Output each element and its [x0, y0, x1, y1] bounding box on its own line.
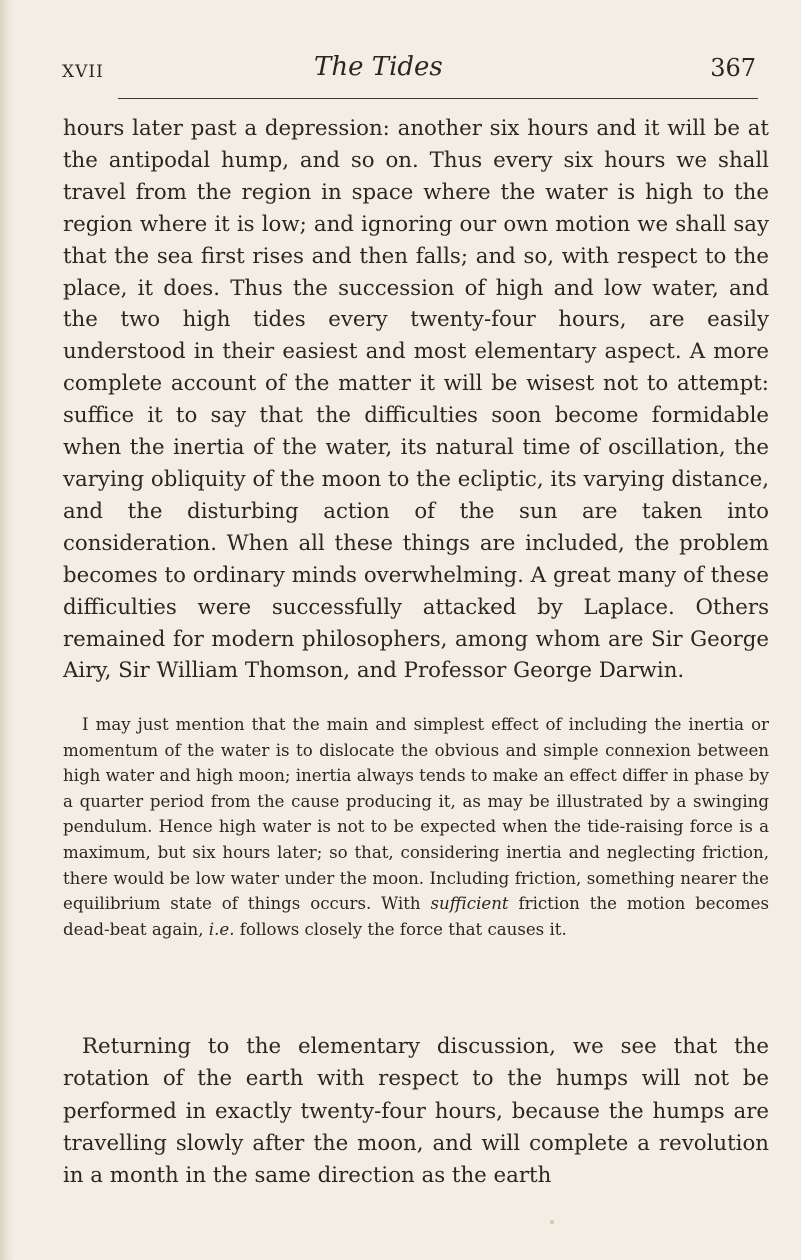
- note-text-end: follows closely the force that causes it.: [234, 919, 567, 939]
- note-text-start: I may just mention that the main and simplest effect of including the inertia or momentum of the water is to dislocate the obvious and simple connexion between high water and high moon; inertia always tends to make an effect differ in phase by a quarter period from the cause producing it, as may be illustrated by a swinging pendulum. Hence high water is not to be expected when the tide-raising force is a maximum, but six hours later; so that, considering inertia and neglecting friction, there would be low water under the moon. Including friction, something nearer the equilibrium state of things occurs. With: [63, 715, 769, 914]
- header-rule: [118, 98, 758, 99]
- body-paragraph-2: Returning to the elementary discussion, we see that the rotation of the earth with respect to the humps will not be performed in exactly twenty-four hours, because the humps are travelling slowly after the moon, and will complete a revolution in a month in the same direction as the earth: [63, 1034, 769, 1189]
- page-number: 367: [710, 54, 756, 82]
- running-title: The Tides: [314, 52, 443, 82]
- note-emphasis: sufficient: [430, 894, 509, 914]
- paper-fleck: [550, 1220, 554, 1224]
- page-header: [62, 52, 762, 92]
- note-text-middle: friction the motion becomes dead-beat again,: [63, 894, 769, 939]
- chapter-number: XVII: [62, 62, 104, 82]
- body-paragraph-1: hours later past a depression: another six hours and it will be at the antipodal hump, and so on. Thus every six hours we shall travel from the region in space where the water is high to the region where it is low; and ignoring our own motion we shall say that the sea first rises and then falls; and so, with respect to the place, it does. Thus the succession of high and low water, and the two high tides every twenty-four hours, are easily understood in their easiest and most elementary aspect. A more complete account of the matter it will be wisest not to attempt: suffice it to say that the difficulties soon become formidable when the inertia of the water, its natural time of oscillation, the varying obliquity of the moon to the ecliptic, its varying distance, and the disturbing action of the sun are taken into consideration. When all these things are included, the problem becomes to ordinary minds overwhelming. A great many of these difficulties were successfully attacked by Laplace. Others remained for modern philosophers, among whom are Sir George Airy, Sir William Thomson, and Professor George Darwin.: [63, 116, 769, 684]
- page-edge: [0, 0, 14, 1260]
- note-ie: i.e.: [208, 919, 235, 939]
- footnote-paragraph: [63, 712, 769, 942]
